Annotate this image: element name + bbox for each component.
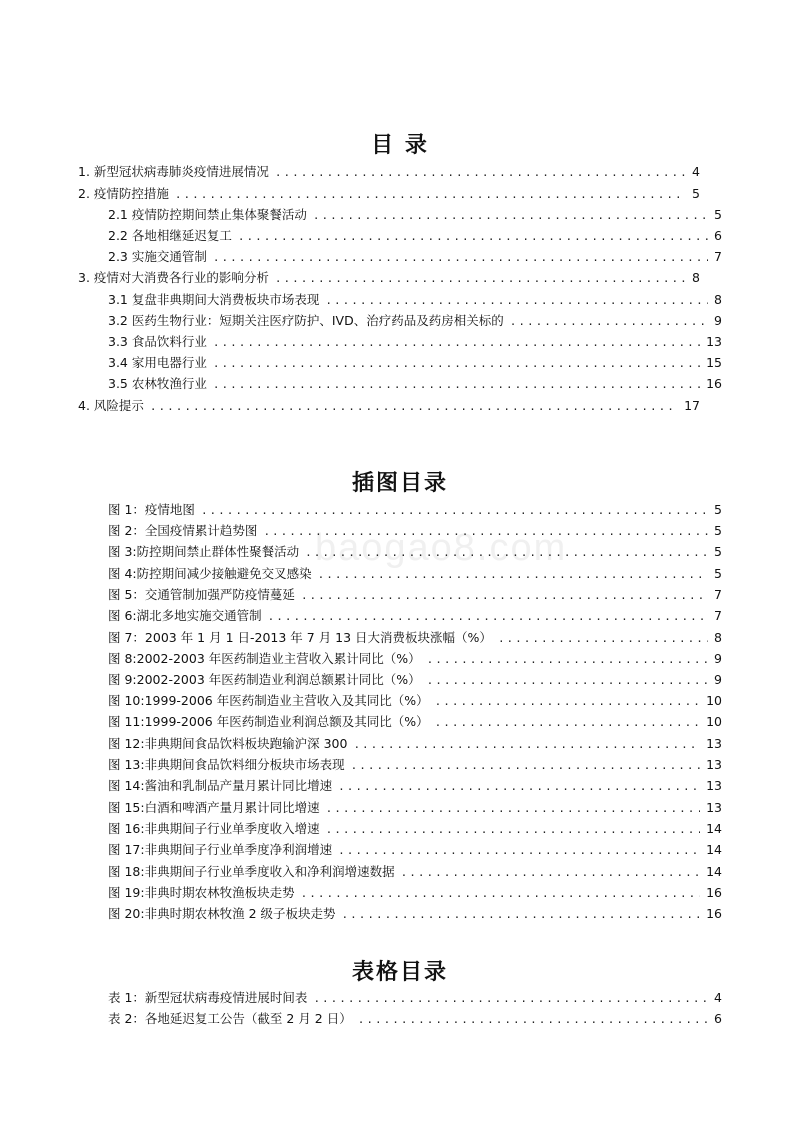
figure-entry-page: 13 <box>706 736 722 751</box>
toc-entry[interactable] <box>108 249 722 266</box>
toc-entry-page: 8 <box>692 270 700 285</box>
leader-dots <box>263 524 708 540</box>
figure-entry-page: 7 <box>714 608 722 623</box>
figure-entry[interactable] <box>108 757 722 774</box>
table-entry[interactable] <box>108 1011 722 1028</box>
figure-entry-page: 16 <box>706 906 722 921</box>
leader-dots <box>510 314 708 330</box>
figure-entry-label: 图 15:白酒和啤酒产量月累计同比增速 <box>108 800 320 815</box>
leader-dots <box>358 1012 708 1028</box>
figure-entry-page: 14 <box>706 842 722 857</box>
leader-dots <box>213 250 708 266</box>
figure-entry-label: 图 14:酱油和乳制品产量月累计同比增速 <box>108 778 333 793</box>
figure-entry[interactable] <box>108 672 722 689</box>
leader-dots <box>275 271 686 287</box>
toc-entry[interactable] <box>78 164 700 181</box>
figure-entry[interactable] <box>108 608 722 625</box>
figure-entry-page: 7 <box>714 587 722 602</box>
figure-entry-page: 5 <box>714 566 722 581</box>
toc-entry-page: 8 <box>714 292 722 307</box>
figure-entry[interactable] <box>108 906 722 923</box>
leader-dots <box>275 165 686 181</box>
figure-entry-label: 图 18:非典期间子行业单季度收入和净利润增速数据 <box>108 864 395 879</box>
toc-entry[interactable] <box>108 228 722 245</box>
leader-dots <box>427 652 708 668</box>
table-entry[interactable] <box>108 990 722 1007</box>
toc-entry[interactable] <box>108 313 722 330</box>
figure-entry-label: 图 5：交通管制加强严防疫情蔓延 <box>108 587 295 602</box>
figure-entry[interactable] <box>108 864 722 881</box>
figure-entry[interactable] <box>108 714 722 731</box>
table-entry-label: 表 2：各地延迟复工公告（截至 2 月 2 日） <box>108 1011 352 1026</box>
figure-entry-label: 图 16:非典期间子行业单季度收入增速 <box>108 821 320 836</box>
figure-entry[interactable] <box>108 800 722 817</box>
leader-dots <box>175 187 686 203</box>
figure-entry[interactable] <box>108 651 722 668</box>
leader-dots <box>301 588 708 604</box>
figure-entry[interactable] <box>108 587 722 604</box>
figure-entry[interactable] <box>108 821 722 838</box>
leader-dots <box>213 335 700 351</box>
leader-dots <box>351 758 701 774</box>
leader-dots <box>213 356 700 372</box>
figure-entry[interactable] <box>108 502 722 519</box>
figure-entry-label: 图 1：疫情地图 <box>108 502 195 517</box>
figure-entry-label: 图 2：全国疫情累计趋势图 <box>108 523 258 538</box>
toc-entry-label: 3.5 农林牧渔行业 <box>108 376 207 391</box>
leader-dots <box>338 779 700 795</box>
toc-entry-page: 9 <box>714 313 722 328</box>
table-entry-page: 6 <box>714 1011 722 1026</box>
tables-title: 表格目录 <box>351 960 448 985</box>
figure-entry[interactable] <box>108 778 722 795</box>
figure-entry-label: 图 17:非典期间子行业单季度净利润增速 <box>108 842 333 857</box>
toc-entry-label: 4. 风险提示 <box>78 398 144 413</box>
figure-entry-label: 图 20:非典时期农林牧渔 2 级子板块走势 <box>108 906 336 921</box>
figure-entry-label: 图 8:2002-2003 年医药制造业主营收入累计同比（%） <box>108 651 421 666</box>
figure-entry-page: 9 <box>714 672 722 687</box>
toc-entry-label: 2. 疫情防控措施 <box>78 186 169 201</box>
leader-dots <box>326 801 701 817</box>
toc-entry-page: 7 <box>714 249 722 264</box>
toc-entry[interactable] <box>108 292 722 309</box>
figure-entry-label: 图 3:防控期间禁止群体性聚餐活动 <box>108 544 300 559</box>
figure-entry-label: 图 13:非典期间食品饮料细分板块市场表现 <box>108 757 345 772</box>
table-entry-page: 4 <box>714 990 722 1005</box>
figure-entry-page: 5 <box>714 544 722 559</box>
figure-entry[interactable] <box>108 842 722 859</box>
figure-entry-page: 13 <box>706 757 722 772</box>
figure-entry-page: 14 <box>706 864 722 879</box>
figure-entry-label: 图 19:非典时期农林牧渔板块走势 <box>108 885 295 900</box>
toc-entry[interactable] <box>108 376 722 393</box>
figure-entry[interactable] <box>108 630 722 647</box>
toc-entry-label: 2.1 疫情防控期间禁止集体聚餐活动 <box>108 207 307 222</box>
figures-title: 插图目录 <box>351 471 448 496</box>
figure-entry-page: 14 <box>706 821 722 836</box>
toc-entry-page: 13 <box>706 334 722 349</box>
figure-entry[interactable] <box>108 885 722 902</box>
leader-dots <box>427 673 708 689</box>
figure-entry-page: 13 <box>706 800 722 815</box>
figure-entry-label: 图 11:1999-2006 年医药制造业利润总额及其同比（%） <box>108 714 429 729</box>
leader-dots <box>301 886 701 902</box>
figure-entry-label: 图 7：2003 年 1 月 1 日-2013 年 7 月 13 日大消费板块涨幅（%） <box>108 630 492 645</box>
table-entry-label: 表 1：新型冠状病毒疫情进展时间表 <box>108 990 308 1005</box>
toc-entry-label: 2.3 实施交通管制 <box>108 249 207 264</box>
figure-entry-page: 9 <box>714 651 722 666</box>
figure-entry-page: 13 <box>706 778 722 793</box>
figure-entry-label: 图 9:2002-2003 年医药制造业利润总额累计同比（%） <box>108 672 421 687</box>
toc-entry-page: 5 <box>714 207 722 222</box>
toc-entry-label: 1. 新型冠状病毒肺炎疫情进展情况 <box>78 164 269 179</box>
toc-entry-label: 3. 疫情对大消费各行业的影响分析 <box>78 270 269 285</box>
figure-entry-page: 5 <box>714 523 722 538</box>
leader-dots <box>213 377 700 393</box>
leader-dots <box>313 991 708 1007</box>
figure-entry-page: 16 <box>706 885 722 900</box>
leader-dots <box>435 694 701 710</box>
leader-dots <box>150 399 678 415</box>
figure-entry[interactable] <box>108 544 722 561</box>
toc-entry-page: 16 <box>706 376 722 391</box>
toc-title: 目 录 <box>371 133 429 158</box>
figure-entry[interactable] <box>108 523 722 540</box>
toc-entry-label: 3.3 食品饮料行业 <box>108 334 207 349</box>
toc-entry[interactable] <box>108 355 722 372</box>
figure-entry-label: 图 12:非典期间食品饮料板块跑输沪深 300 <box>108 736 348 751</box>
toc-entry-label: 2.2 各地相继延迟复工 <box>108 228 232 243</box>
toc-entry[interactable] <box>108 207 722 224</box>
figure-entry[interactable] <box>108 566 722 583</box>
leader-dots <box>338 843 700 859</box>
toc-entry[interactable] <box>108 334 722 351</box>
leader-dots <box>435 715 701 731</box>
figure-entry-page: 5 <box>714 502 722 517</box>
leader-dots <box>313 208 708 224</box>
toc-entry-page: 5 <box>692 186 700 201</box>
toc-entry-label: 3.4 家用电器行业 <box>108 355 207 370</box>
toc-entry[interactable] <box>78 398 700 415</box>
toc-entry-page: 17 <box>684 398 700 413</box>
figure-entry[interactable] <box>108 736 722 753</box>
leader-dots <box>325 293 708 309</box>
figure-entry-label: 图 4:防控期间减少接触避免交叉感染 <box>108 566 312 581</box>
toc-entry-label: 3.2 医药生物行业：短期关注医疗防护、IVD、治疗药品及药房相关标的 <box>108 313 504 328</box>
figure-entry-label: 图 10:1999-2006 年医药制造业主营收入及其同比（%） <box>108 693 429 708</box>
leader-dots <box>238 229 708 245</box>
toc-entry[interactable] <box>78 186 700 203</box>
toc-entry-page: 6 <box>714 228 722 243</box>
leader-dots <box>353 737 700 753</box>
toc-entry-label: 3.1 复盘非典期间大消费板块市场表现 <box>108 292 320 307</box>
leader-dots <box>401 865 701 881</box>
leader-dots <box>498 631 708 647</box>
leader-dots <box>201 503 708 519</box>
leader-dots <box>342 907 701 923</box>
leader-dots <box>305 545 708 561</box>
figure-entry-page: 8 <box>714 630 722 645</box>
leader-dots <box>318 567 708 583</box>
toc-entry-page: 15 <box>706 355 722 370</box>
figure-entry[interactable] <box>108 693 722 710</box>
figure-entry-page: 10 <box>706 693 722 708</box>
leader-dots <box>326 822 701 838</box>
leader-dots <box>268 609 708 625</box>
toc-entry-page: 4 <box>692 164 700 179</box>
figure-entry-page: 10 <box>706 714 722 729</box>
toc-entry[interactable] <box>78 270 700 287</box>
figure-entry-label: 图 6:湖北多地实施交通管制 <box>108 608 262 623</box>
watermark: baogao8.com <box>315 527 568 569</box>
